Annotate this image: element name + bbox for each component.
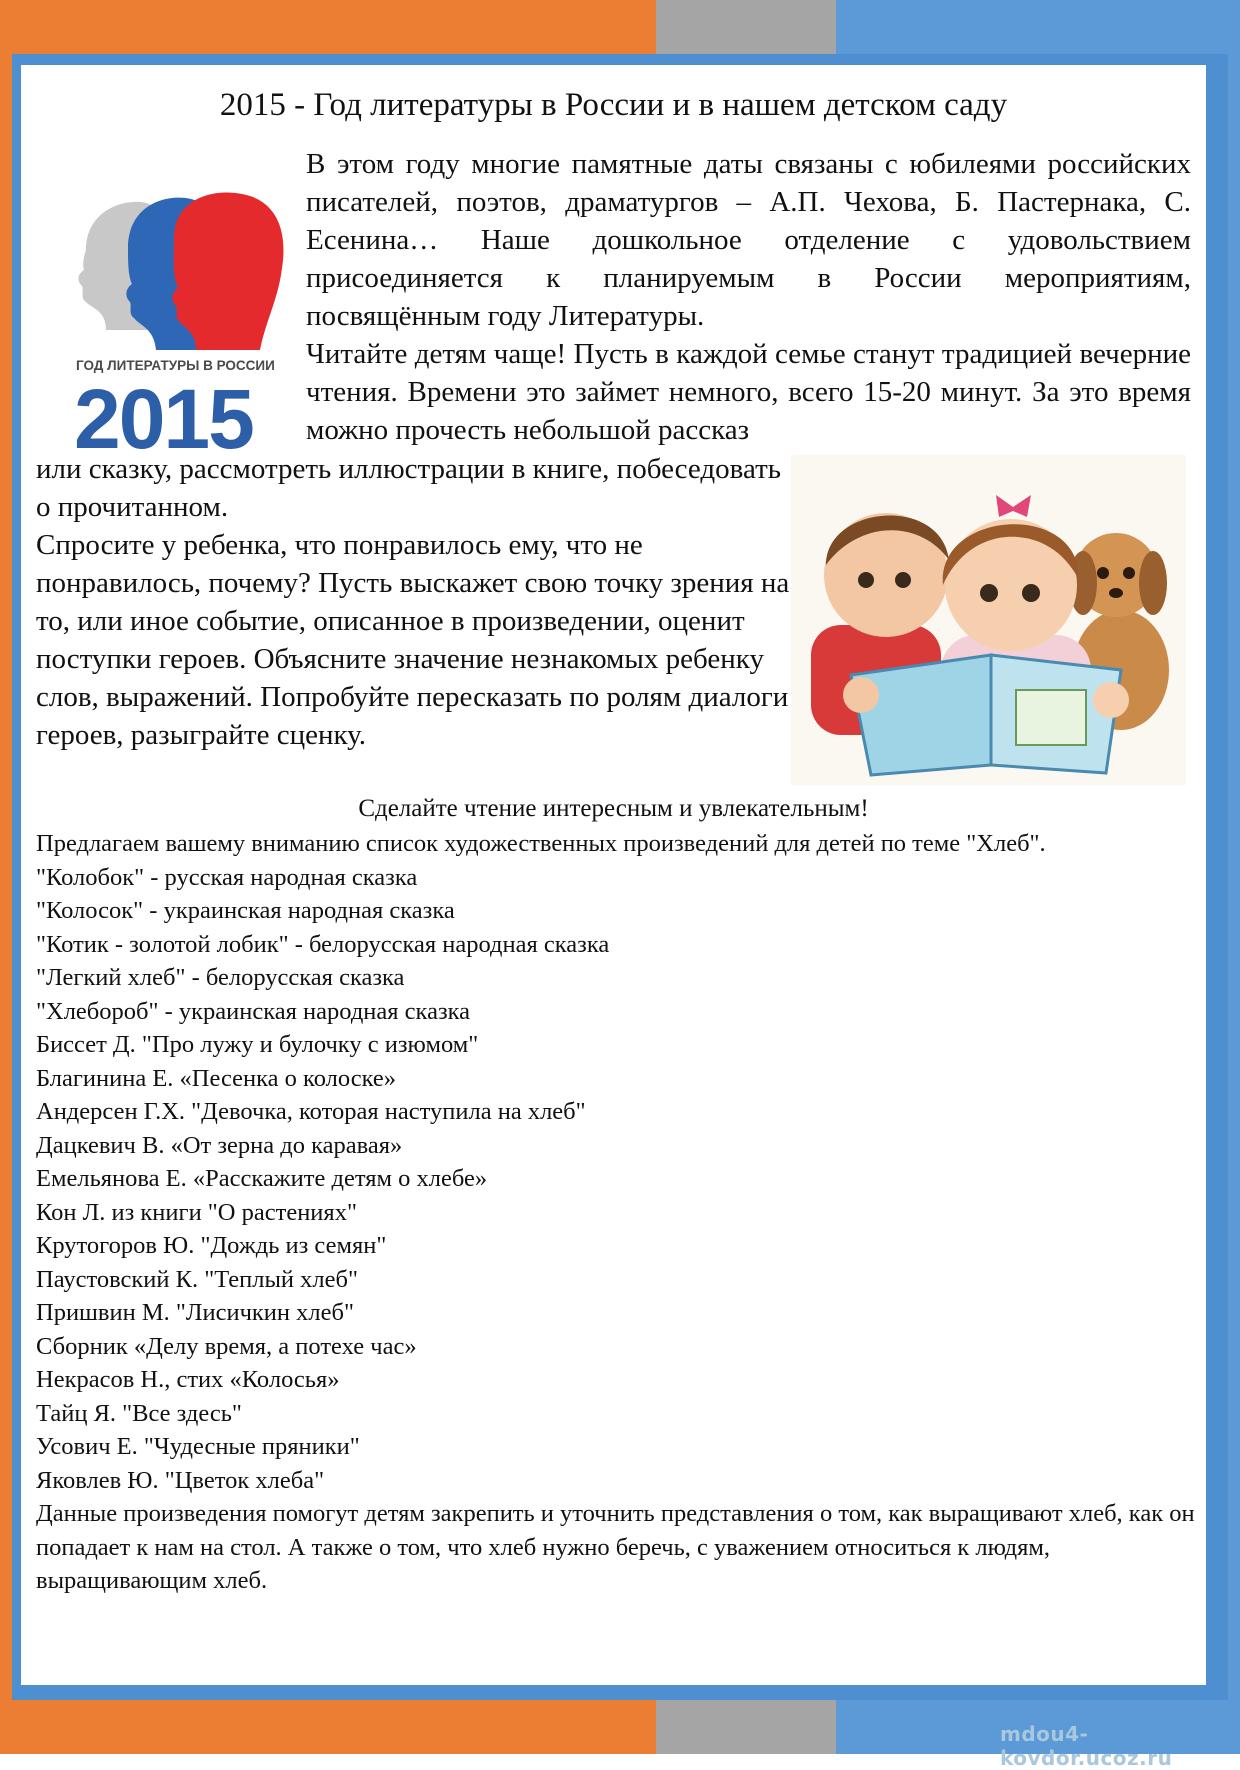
list-item: Сборник «Делу время, а потехе час» (36, 1332, 417, 1360)
list-item: Андерсен Г.Х. "Девочка, которая наступила на хлеб" (36, 1098, 586, 1125)
list-intro: Предлагаем вашему вниманию список художественных произведений для детей по теме "Хлеб". (36, 830, 1046, 857)
list-item: Усович Е. "Чудесные пряники" (36, 1433, 360, 1460)
book-list-section (36, 827, 1196, 1598)
left-border-orange (0, 54, 12, 1700)
bottom-stripe-orange (0, 1700, 656, 1754)
list-item: "Колобок" - русская народная сказка (36, 863, 418, 891)
list-item: "Колосок" - украинская народная сказка (36, 897, 455, 924)
list-item: Дацкевич В. «От зерна до каравая» (36, 1131, 403, 1159)
book-picture (1016, 690, 1086, 745)
list-item: Кон Л. из книги "О растениях" (36, 1198, 357, 1226)
conclusion-paragraph: Данные произведения помогут детям закрепить и уточнить представления о том, как выращивают хлеб, как он попадает к нам на стол. А также о том, что хлеб нужно беречь, с уважением относиться к людям, выращивающим хлеб. (36, 1500, 1195, 1594)
content-panel (21, 65, 1206, 1685)
advice-paragraph: Спросите у ребенка, что понравилось ему, что не понравилось, почему? Пусть выскажет свою точку зрения на то, или иное событие, описанное в произведении, оценит поступки героев. Объясните значение незнакомых ребенку слов, выражений. Попробуйте пересказать по ролям диалоги героев, разыграйте сценку. (36, 529, 790, 751)
intro-paragraph: Читайте детям чаще! Пусть в каждой семье станут традицией вечерние чтения. Времени это займет немного, всего 15-20 минут. За это время можно прочесть небольшой рассказ (306, 338, 1191, 446)
puppy-nose (1109, 588, 1123, 598)
reading-slogan: Сделайте чтение интересным и увлекательным! (358, 795, 869, 822)
list-item: Яковлев Ю. "Цветок хлеба" (36, 1466, 325, 1494)
list-item: "Легкий хлеб" - белорусская сказка (36, 964, 405, 991)
list-item: Биссет Д. "Про лужу и булочку с изюмом" (36, 1031, 479, 1058)
list-item: Пришвин М. "Лисичкин хлеб" (36, 1299, 354, 1326)
right-border-blue (1228, 54, 1240, 1700)
intro-paragraph: В этом году многие памятные даты связаны с юбилеями российских писателей, поэтов, драматургов – А.П. Чехова, Б. Пастернака, С. Есенина… Наше дошкольное отделение с удовольствием присоединяется к планируемым в России мероприятиям, посвящённым году Литературы. (306, 148, 1191, 332)
puppy-eye (1097, 567, 1109, 579)
children-reading-illustration (791, 455, 1186, 785)
list-item: Тайц Я. "Все здесь" (36, 1399, 242, 1427)
advice-paragraph: или сказку, рассмотреть иллюстрации в книге, побеседовать о прочитанном. (36, 453, 781, 523)
puppy-eye (1123, 567, 1135, 579)
top-stripe-orange (0, 0, 656, 54)
list-item: Благинина Е. «Песенка о колоске» (36, 1064, 397, 1092)
illustration-graphic (791, 455, 1186, 785)
list-item: Некрасов Н., стих «Колосья» (36, 1366, 340, 1393)
girl-eye (980, 584, 998, 602)
open-book (851, 655, 991, 775)
puppy-ear (1139, 551, 1167, 615)
list-item: "Котик - золотой лобик" - белорусская народная сказка (36, 930, 610, 958)
list-item: Емельянова Е. «Расскажите детям о хлебе» (36, 1165, 488, 1192)
girl-hand (1093, 682, 1129, 718)
red-head-silhouette (172, 193, 283, 350)
list-item: Крутогоров Ю. "Дождь из семян" (36, 1232, 387, 1259)
girl-eye (1022, 584, 1040, 602)
boy-eye (858, 572, 874, 588)
site-watermark: mdou4-kovdor.ucoz.ru (1000, 1722, 1173, 1770)
intro-text (306, 145, 1191, 449)
list-item: "Хлебороб" - украинская народная сказка (36, 997, 471, 1025)
bottom-stripe-gray (656, 1700, 836, 1754)
reading-advice-text (36, 450, 796, 754)
list-item: Паустовский К. "Теплый хлеб" (36, 1265, 358, 1293)
boy-hand (843, 677, 879, 713)
top-stripe-gray (656, 0, 836, 54)
logo-year: 2015 (74, 372, 253, 466)
logo-caption: ГОД ЛИТЕРАТУРЫ В РОССИИ (76, 358, 275, 373)
top-stripe-blue (836, 0, 1240, 54)
boy-eye (895, 572, 911, 588)
page-title: 2015 - Год литературы в России и в нашем детском саду (219, 87, 1008, 123)
